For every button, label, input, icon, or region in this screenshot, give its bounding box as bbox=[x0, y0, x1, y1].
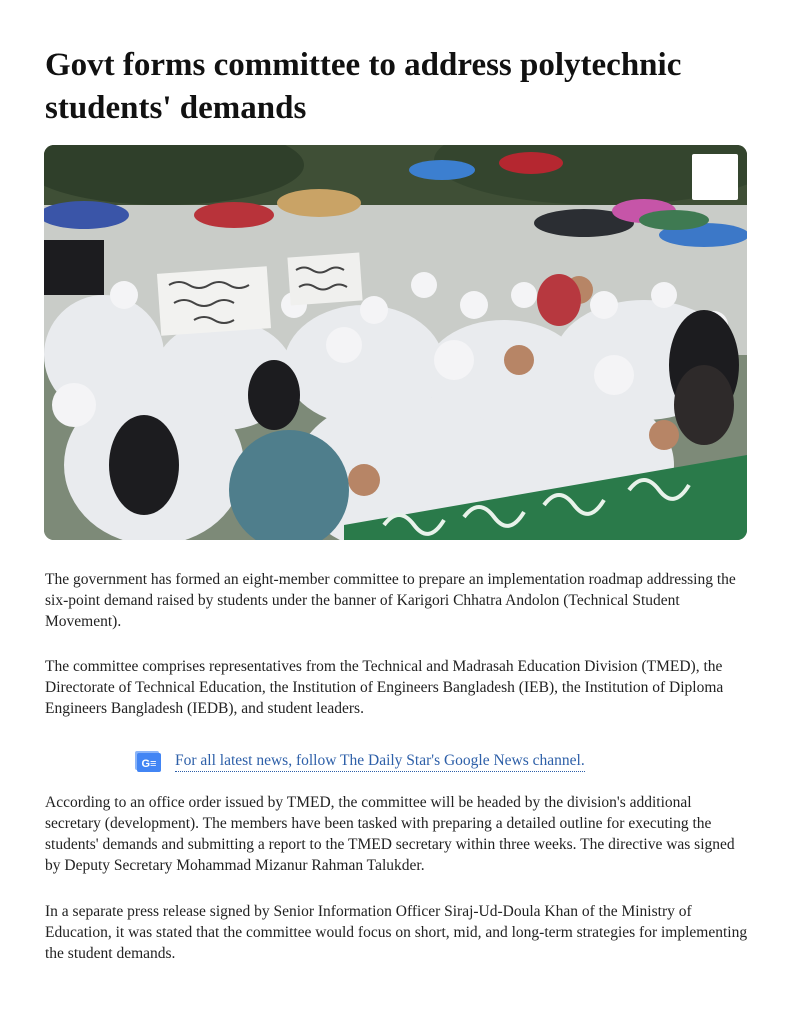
google-news-icon bbox=[133, 748, 163, 774]
article-headline: Govt forms committee to address polytechnic students' demands bbox=[45, 47, 682, 126]
google-news-link[interactable] bbox=[133, 747, 585, 775]
protest-photo-illustration bbox=[44, 145, 747, 540]
photo-overlay-box bbox=[692, 154, 738, 200]
paragraph-2: The committee comprises representatives from the Technical and Madrasah Education Division (TMED), the Directorate of Technical Education, the Institution of Engineers Bangladesh (IEB), the Institution of Diploma Engineers Bangladesh (IEDB), and student leaders. bbox=[45, 658, 724, 717]
svg-text:G≡: G≡ bbox=[141, 758, 157, 770]
paragraph-4: In a separate press release signed by Senior Information Officer Siraj-Ud-Doula Khan of the Ministry of Education, it was stated that the committee would focus on short, mid, and long-term strategies for implementing the student demands. bbox=[45, 903, 748, 962]
paragraph-3: According to an office order issued by TMED, the committee will be headed by the division's additional secretary (development). The members have been tasked with preparing a detailed outline for executing the students' demands and submitting a report to the TMED secretary within three weeks. The directive was signed by Deputy Secretary Mohammad Mizanur Rahman Talukder. bbox=[45, 794, 735, 874]
paragraph-1: The government has formed an eight-member committee to prepare an implementation roadmap addressing the six-point demand raised by students under the banner of Karigori Chhatra Andolon (Technical Student Movement). bbox=[45, 571, 736, 630]
article-photo bbox=[44, 145, 747, 540]
google-news-link-text[interactable]: For all latest news, follow The Daily Star's Google News channel. bbox=[175, 751, 585, 772]
